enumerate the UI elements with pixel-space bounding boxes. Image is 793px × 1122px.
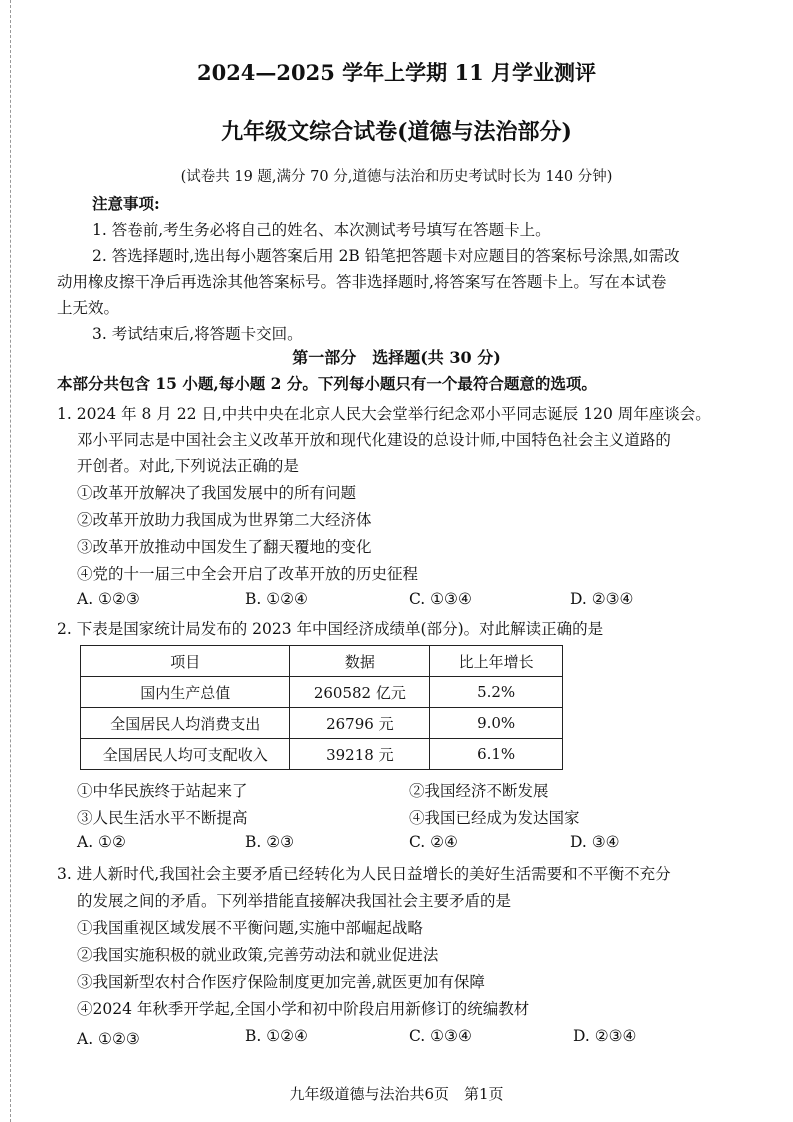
q2-choice-a: A. ①② <box>77 833 126 851</box>
table-row <box>81 677 563 708</box>
table-header-cell: 比上年增长 <box>430 646 563 677</box>
q2-choice-b: B. ②③ <box>245 833 295 851</box>
exam-subtitle: 九年级文综合试卷(道德与法治部分) <box>221 119 572 145</box>
table-header-cell: 数据 <box>290 646 430 677</box>
q2-statement-4: ④我国已经成为发达国家 <box>409 809 580 827</box>
q1-choice-b: B. ①②④ <box>245 590 308 608</box>
table-header-row <box>81 646 563 677</box>
q1-choice-d: D. ②③④ <box>570 590 634 608</box>
q3-choice-b: B. ①②④ <box>245 1027 308 1045</box>
q3-choice-c: C. ①③④ <box>409 1027 472 1045</box>
q1-stem-line-3: 开创者。对此,下列说法正确的是 <box>77 457 299 475</box>
notes-item-3: 3. 考试结束后,将答题卡交回。 <box>92 325 303 343</box>
page-footer: 九年级道德与法治共6页 第1页 <box>289 1085 504 1103</box>
table-cell: 国内生产总值 <box>81 677 290 708</box>
exam-info: (试卷共 19 题,满分 70 分,道德与法治和历史考试时长为 140 分钟) <box>180 169 613 185</box>
exam-title: 2024—2025 学年上学期 11 月学业测评 <box>196 60 597 85</box>
q3-statement-2: ②我国实施积极的就业政策,完善劳动法和就业促进法 <box>77 946 439 964</box>
q1-stem-line-2: 邓小平同志是中国社会主义改革开放和现代化建设的总设计师,中国特色社会主义道路的 <box>77 431 671 449</box>
q1-choice-a: A. ①②③ <box>77 590 140 608</box>
notes-item-2-line-3: 上无效。 <box>57 299 120 317</box>
q3-statement-3: ③我国新型农村合作医疗保险制度更加完善,就医更加有保障 <box>77 973 485 991</box>
q1-statement-2: ②改革开放助力我国成为世界第二大经济体 <box>77 511 372 529</box>
table-header-cell: 项目 <box>81 646 290 677</box>
q2-statement-1: ①中华民族终于站起来了 <box>77 782 248 800</box>
section-instruction: 本部分共包含 15 小题,每小题 2 分。下列每小题只有一个最符合题意的选项。 <box>57 374 597 393</box>
table-cell: 5.2% <box>430 677 563 708</box>
section-title: 第一部分 选择题(共 30 分) <box>292 348 501 367</box>
table-cell: 全国居民人均可支配收入 <box>81 739 290 770</box>
q2-statement-3: ③人民生活水平不断提高 <box>77 809 248 827</box>
q2-statement-2: ②我国经济不断发展 <box>409 782 549 800</box>
notes-heading: 注意事项: <box>92 194 160 213</box>
q1-stem-line-1: 1. 2024 年 8 月 22 日,中共中央在北京人民大会堂举行纪念邓小平同志诞辰 120 周年座谈会。 <box>57 405 711 423</box>
table-cell: 260582 亿元 <box>290 677 430 708</box>
q1-statement-1: ①改革开放解决了我国发展中的所有问题 <box>77 484 357 502</box>
q3-statement-4: ④2024 年秋季开学起,全国小学和初中阶段启用新修订的统编教材 <box>77 1000 530 1018</box>
q3-choice-a: A. ①②③ <box>77 1030 140 1048</box>
table-cell: 全国居民人均消费支出 <box>81 708 290 739</box>
table-row <box>81 708 563 739</box>
q3-statement-1: ①我国重视区域发展不平衡问题,实施中部崛起战略 <box>77 919 423 937</box>
q3-stem-line-1: 3. 进人新时代,我国社会主要矛盾已经转化为人民日益增长的美好生活需要和不平衡不充分 <box>57 865 671 883</box>
economy-data-table <box>80 645 563 770</box>
q2-choice-d: D. ③④ <box>570 833 620 851</box>
notes-item-2-line-1: 2. 答选择题时,选出每小题答案后用 2B 铅笔把答题卡对应题目的答案标号涂黑,如需改 <box>92 247 680 265</box>
q1-statement-4: ④党的十一届三中全会开启了改革开放的历史征程 <box>77 565 419 583</box>
q3-choice-d: D. ②③④ <box>573 1027 637 1045</box>
table-cell: 9.0% <box>430 708 563 739</box>
q1-choice-c: C. ①③④ <box>409 590 472 608</box>
q2-choice-c: C. ②④ <box>409 833 458 851</box>
q3-stem-line-2: 的发展之间的矛盾。下列举措能直接解决我国社会主要矛盾的是 <box>77 892 512 910</box>
table-cell: 6.1% <box>430 739 563 770</box>
table-row <box>81 739 563 770</box>
table-cell: 39218 元 <box>290 739 430 770</box>
table-cell: 26796 元 <box>290 708 430 739</box>
notes-item-2-line-2: 动用橡皮擦干净后再选涂其他答案标号。答非选择题时,将答案写在答题卡上。写在本试卷 <box>57 273 667 291</box>
notes-item-1: 1. 答卷前,考生务必将自己的姓名、本次测试考号填写在答题卡上。 <box>92 221 551 239</box>
q2-stem: 2. 下表是国家统计局发布的 2023 年中国经济成绩单(部分)。对此解读正确的是 <box>57 620 604 638</box>
q1-statement-3: ③改革开放推动中国发生了翻天覆地的变化 <box>77 538 372 556</box>
